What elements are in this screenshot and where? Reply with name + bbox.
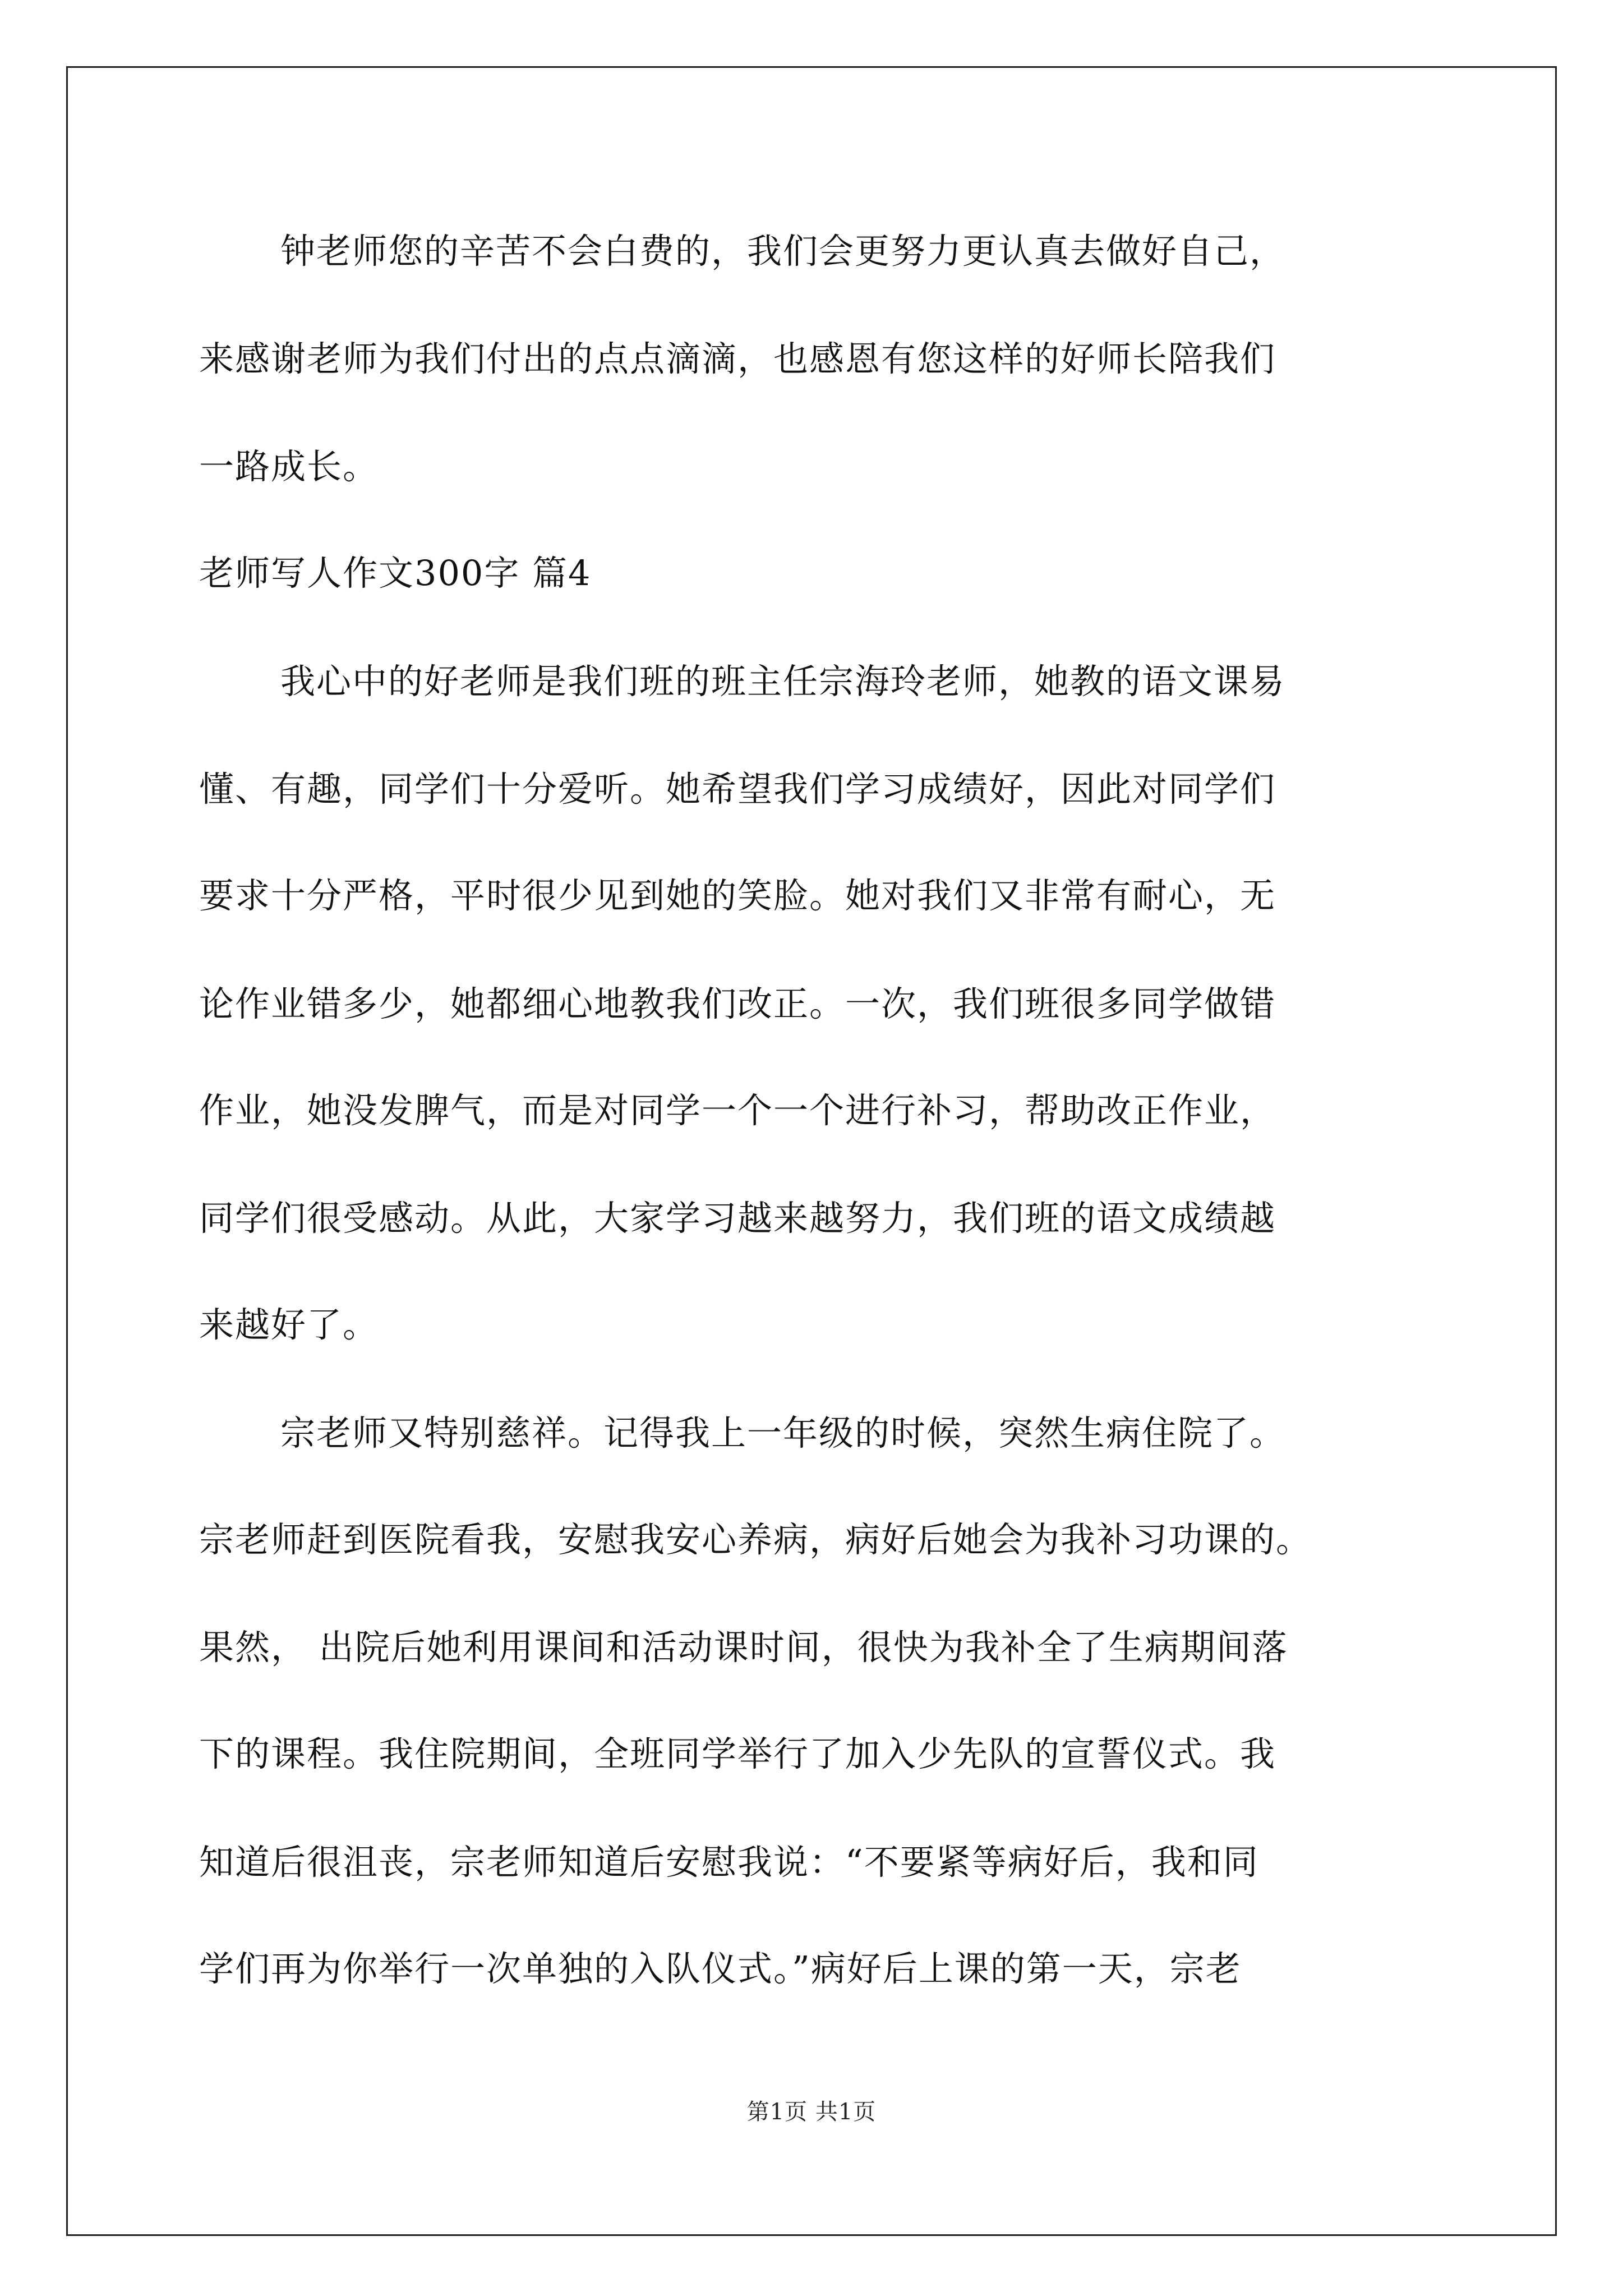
paragraph-line: 钟老师您的辛苦不会白费的，我们会更努力更认真去做好自己，	[280, 231, 1286, 272]
paragraph-line: 一路成长。	[199, 446, 379, 487]
paragraph-line: 宗老师赶到医院看我，安慰我安心养病，病好后她会为我补习功课的。	[199, 1519, 1312, 1560]
paragraph-line: 来越好了。	[199, 1304, 379, 1345]
paragraph-line: 学们再为你举行一次单独的入队仪式。”病好后上课的第一天，宗老	[199, 1948, 1242, 1989]
page-footer: 第1页 共1页	[746, 2099, 877, 2125]
page-border	[66, 66, 1557, 2236]
paragraph-line: 宗老师又特别慈祥。记得我上一年级的时候，突然生病住院了。	[280, 1412, 1286, 1453]
paragraph-line: 下的课程。我住院期间，全班同学举行了加入少先队的宣誓仪式。我	[199, 1733, 1276, 1774]
paragraph-line: 知道后很沮丧，宗老师知道后安慰我说：“不要紧等病好后，我和同	[199, 1842, 1259, 1883]
paragraph-line: 同学们很受感动。从此，大家学习越来越努力，我们班的语文成绩越	[199, 1198, 1276, 1239]
paragraph-line: 我心中的好老师是我们班的班主任宗海玲老师，她教的语文课易	[280, 661, 1286, 702]
paragraph-line: 懂、有趣，同学们十分爱听。她希望我们学习成绩好，因此对同学们	[199, 769, 1276, 809]
paragraph-line: 论作业错多少，她都细心地教我们改正。一次，我们班很多同学做错	[199, 983, 1276, 1024]
paragraph-line: 果然， 出院后她利用课间和活动课时间，很快为我补全了生病期间落	[199, 1627, 1288, 1668]
section-heading: 老师写人作文300字 篇4	[199, 553, 592, 593]
paragraph-line: 要求十分严格，平时很少见到她的笑脸。她对我们又非常有耐心，无	[199, 875, 1276, 916]
paragraph-line: 来感谢老师为我们付出的点点滴滴，也感恩有您这样的好师长陪我们	[199, 338, 1276, 379]
paragraph-line: 作业，她没发脾气，而是对同学一个一个进行补习，帮助改正作业，	[199, 1090, 1276, 1131]
